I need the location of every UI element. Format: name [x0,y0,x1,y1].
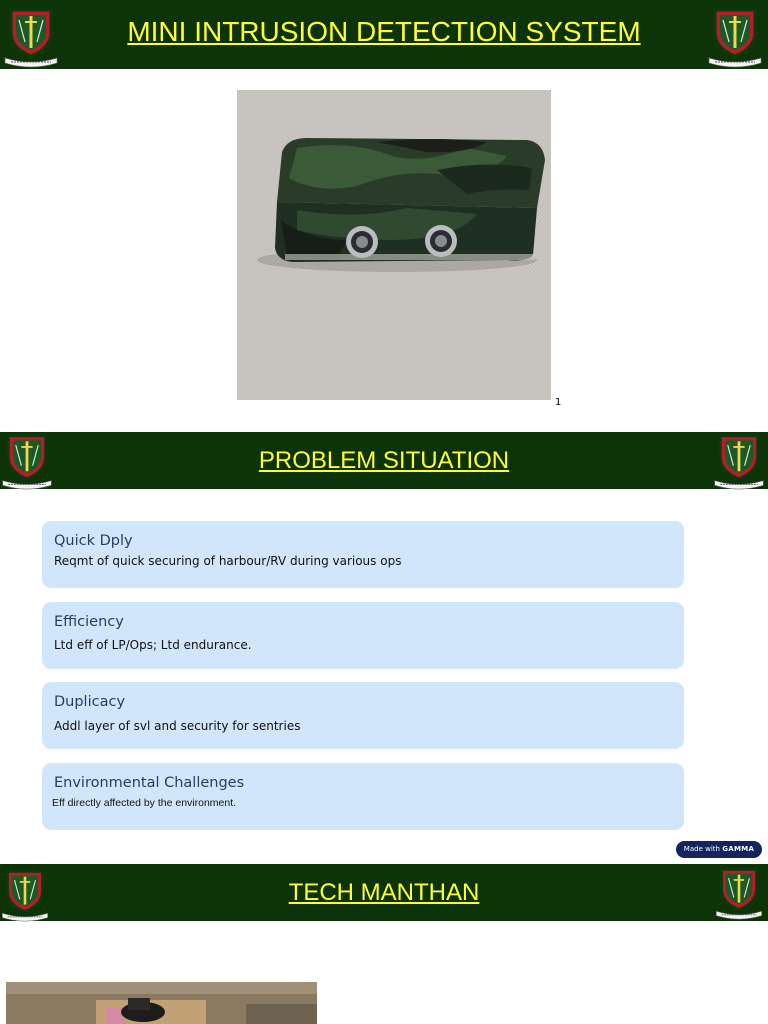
problem-card-environmental [42,763,684,830]
right-crest-icon [706,6,764,68]
slide3-title: TECH MANTHAN [288,879,480,906]
slide3-header [0,864,768,921]
card-heading: Environmental Challenges [54,775,245,791]
tech-photo [6,982,317,1024]
card-heading: Duplicacy [54,694,126,710]
card-text: Ltd eff of LP/Ops; Ltd endurance. [54,638,252,652]
made-with-gamma-badge[interactable] [676,841,762,858]
slide2-title: PROBLEM SITUATION [258,447,510,474]
badge-prefix: Made with [683,845,720,853]
right-crest-icon [712,432,766,490]
slide-number: 1 [555,397,562,408]
slide1-header [0,0,768,69]
slide2-header [0,432,768,489]
device-photo [237,90,551,400]
badge-brand: GAMMA [722,845,755,853]
slide1-title: MINI INTRUSION DETECTION SYSTEM [127,16,641,47]
right-crest-icon [714,866,764,920]
card-heading: Efficiency [54,614,124,630]
problem-card-quick-dply [42,521,684,588]
problem-card-efficiency [42,602,684,669]
card-text: Reqmt of quick securing of harbour/RV during various ops [54,554,402,568]
card-text: Addl layer of svl and security for sentries [54,719,301,733]
card-heading: Quick Dply [54,533,133,549]
problem-card-duplicacy [42,682,684,749]
card-text: Eff directly affected by the environment. [52,797,237,809]
